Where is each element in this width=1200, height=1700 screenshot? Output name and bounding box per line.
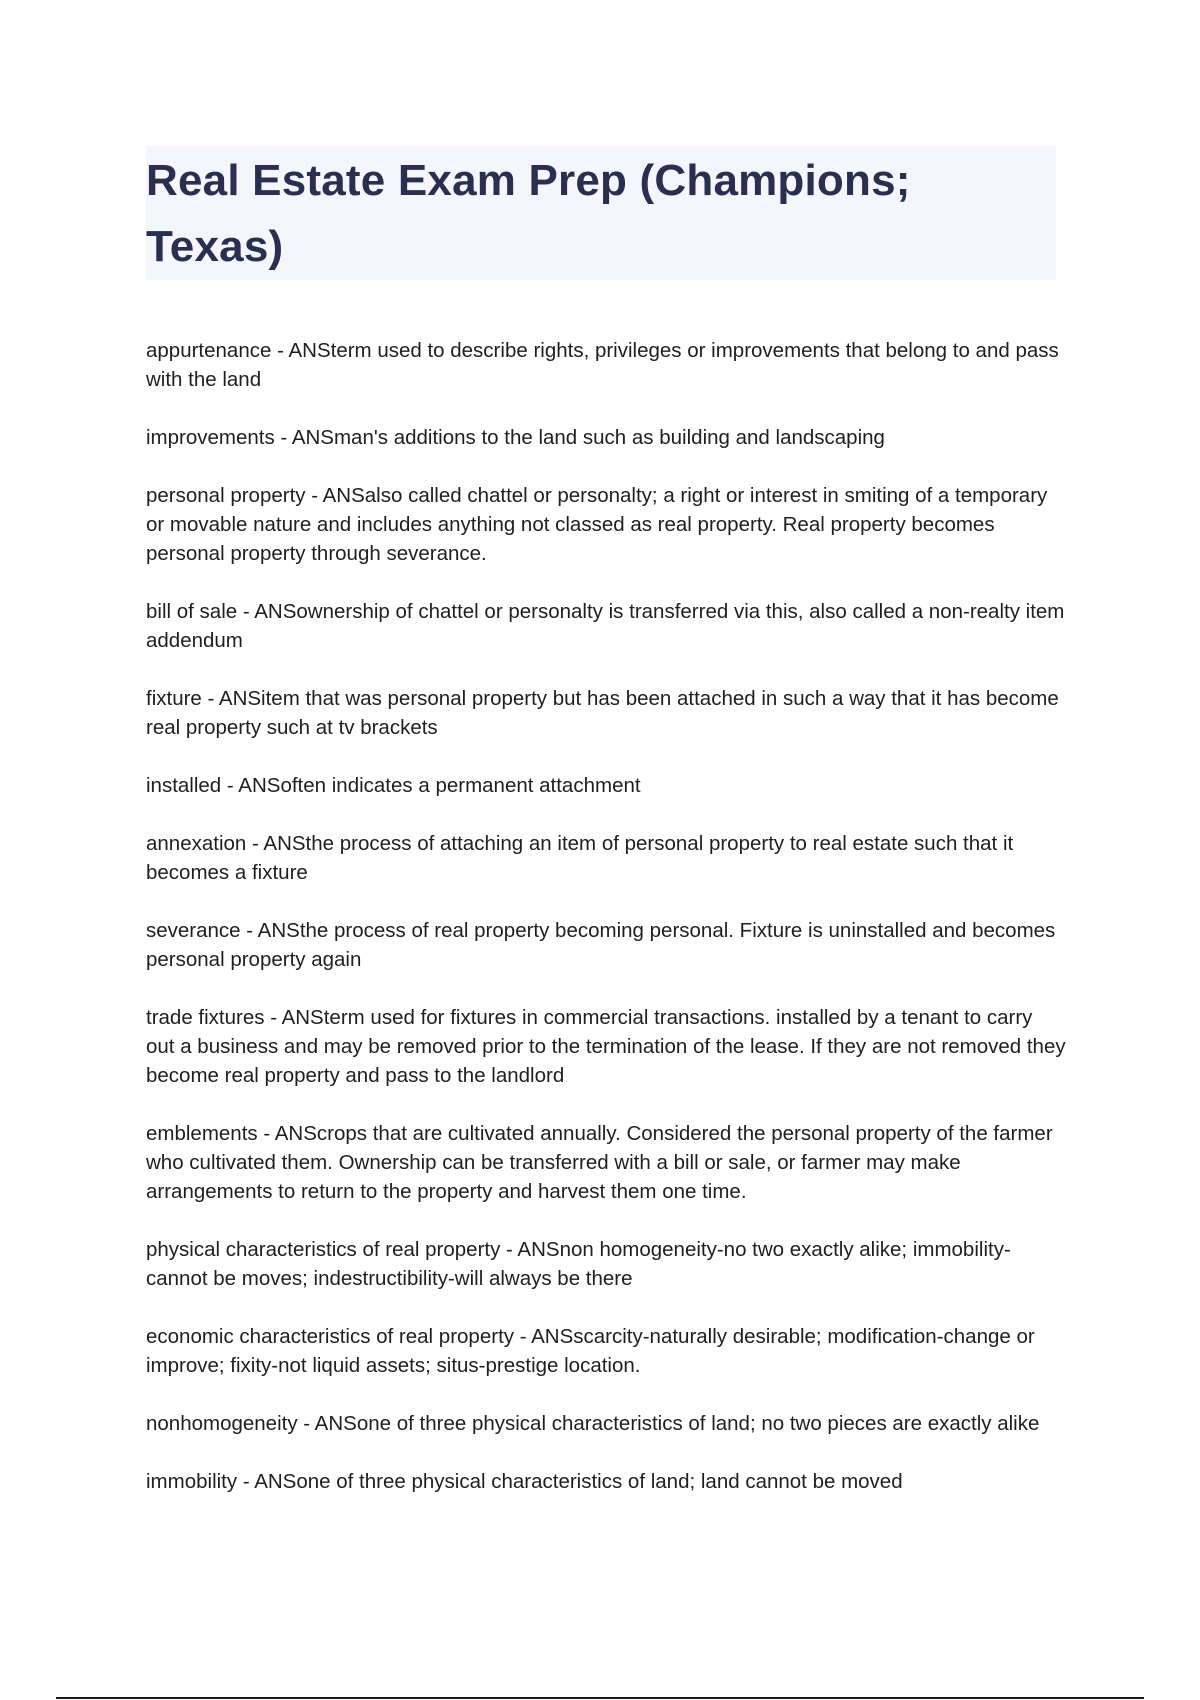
flashcard-list	[146, 336, 1066, 1525]
entry-bill-of-sale: bill of sale - ANSownership of chattel or personalty is transferred via this, also called a non-realty item addendum	[146, 600, 1065, 652]
entry-economic-characteristics: economic characteristics of real property - ANSscarcity-naturally desirable; modification-change or improve; fixity-not liquid assets; situs-prestige location.	[146, 1325, 1035, 1377]
entry-emblements: emblements - ANScrops that are cultivated annually. Considered the personal property of the farmer who cultivated them. Ownership can be transferred with a bill or sale, or farmer may make arrangements to return to the property and harvest them one time.	[146, 1122, 1053, 1203]
entry-trade-fixtures: trade fixtures - ANSterm used for fixtures in commercial transactions. installed by a tenant to carry out a business and may be removed prior to the termination of the lease. If they are not removed they become real property and pass to the landlord	[146, 1006, 1066, 1087]
entry-improvements: improvements - ANSman's additions to the land such as building and landscaping	[146, 426, 885, 449]
entry-severance: severance - ANSthe process of real property becoming personal. Fixture is uninstalled and becomes personal property again	[146, 919, 1056, 971]
document-title: Real Estate Exam Prep (Champions; Texas)	[146, 156, 911, 271]
title-banner	[146, 146, 1056, 280]
entry-personal-property: personal property - ANSalso called chattel or personalty; a right or interest in smiting of a temporary or movable nature and includes anything not classed as real property. Real property becomes personal property through severance.	[146, 484, 1048, 565]
entry-annexation: annexation - ANSthe process of attaching an item of personal property to real estate such that it becomes a fixture	[146, 832, 1014, 884]
entry-physical-characteristics: physical characteristics of real property - ANSnon homogeneity-no two exactly alike; immobility- cannot be moves; indestructibility-will always be there	[146, 1238, 1011, 1290]
entry-installed: installed - ANSoften indicates a permanent attachment	[146, 774, 641, 797]
entry-immobility: immobility - ANSone of three physical characteristics of land; land cannot be moved	[146, 1470, 903, 1493]
entry-appurtenance: appurtenance - ANSterm used to describe rights, privileges or improvements that belong to and pass with the land	[146, 339, 1059, 391]
entry-nonhomogeneity: nonhomogeneity - ANSone of three physical characteristics of land; no two pieces are exactly alike	[146, 1412, 1040, 1435]
entry-fixture: fixture - ANSitem that was personal property but has been attached in such a way that it has become real property such at tv brackets	[146, 687, 1059, 739]
footer-divider	[56, 1697, 1144, 1699]
